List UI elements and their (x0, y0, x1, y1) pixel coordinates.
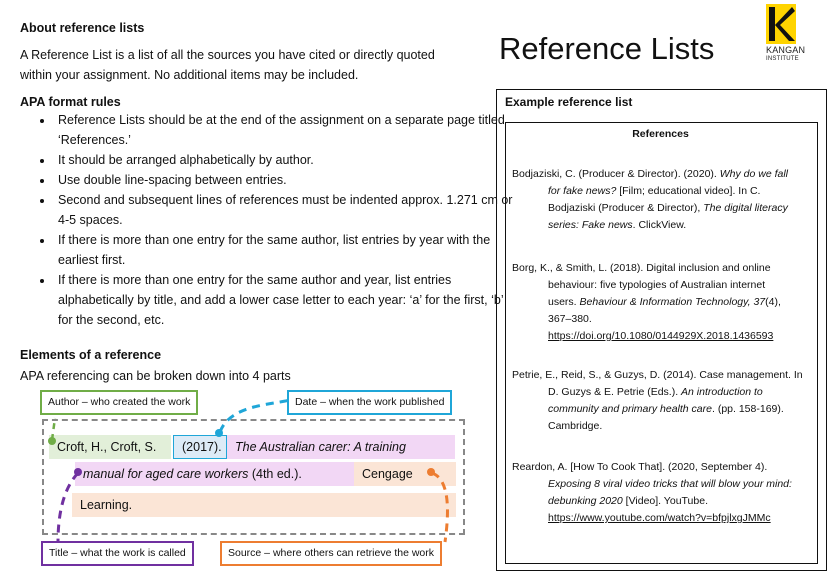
reference-line (512, 311, 812, 328)
reference-line (512, 183, 812, 200)
references-title: References (632, 128, 689, 140)
reference-text: . (pp. 158-169). (712, 403, 784, 415)
reference-line (512, 401, 812, 418)
reference-text: . ClickView. (632, 219, 687, 231)
date-label: Date – when the work published (287, 390, 452, 415)
reference-text: behaviour: five typologies of Australian internet (548, 279, 766, 291)
reference-line (512, 260, 812, 277)
reference-text: Bodjaziski, C. (Producer & Director). (2020). (512, 168, 720, 180)
elements-heading: Elements of a reference (20, 348, 162, 362)
reference-line (512, 418, 812, 435)
reference-line (512, 459, 812, 476)
page-title: Reference Lists (499, 31, 715, 66)
title-connector (58, 473, 78, 542)
reference-line (512, 294, 812, 311)
source-segment-line2: Learning. (72, 493, 456, 517)
reference-line (512, 277, 812, 294)
reference-link[interactable]: https://doi.org/10.1080/0144929X.2018.1436593 (548, 330, 774, 342)
reference-entry (512, 166, 812, 234)
source-connector (432, 473, 447, 542)
date-dot (215, 429, 223, 437)
rule-item: • Reference Lists should be at the end of the assignment on a separate page titled ‘References.’ (54, 110, 519, 150)
reference-line (512, 166, 812, 183)
title-label: Title – what the work is called (41, 541, 194, 566)
reference-text: [Video]. YouTube. (622, 495, 708, 507)
logo-sub: INSTITUTE (766, 56, 799, 62)
reference-text: community and primary health care (548, 403, 712, 415)
author-label: Author – who created the work (40, 390, 198, 415)
rule-item: • Second and subsequent lines of references must be indented approx. 1.271 cm or 4-5 spaces. (54, 190, 519, 230)
source-dot (427, 468, 435, 476)
author-segment: Croft, H., Croft, S. (49, 435, 171, 459)
reference-text: for fake news? (548, 185, 617, 197)
reference-line (512, 200, 812, 217)
reference-entry (512, 367, 812, 435)
source-segment-line1: Cengage (354, 462, 456, 486)
reference-text: debunking 2020 (548, 495, 623, 507)
reference-text: An introduction to (681, 386, 763, 398)
kangan-logo-icon (766, 4, 796, 44)
reference-text: [Film; educational video]. In C. (616, 185, 761, 197)
reference-text: Borg, K., & Smith, L. (2018). Digital inclusion and online (512, 262, 771, 274)
reference-text: series: Fake news (548, 219, 633, 231)
reference-text: D. Guzys & E. Petrie (Eds.). (548, 386, 682, 398)
reference-line (512, 476, 812, 493)
date-connector (220, 400, 290, 432)
title-dot (74, 468, 82, 476)
reference-text: The digital literacy (703, 202, 788, 214)
reference-text: Petrie, E., Reid, S., & Guzys, D. (2014). Case management. In (512, 369, 803, 381)
about-text: A Reference List is a list of all the sources you have cited or directly quoted within your assignment. No additional items may be included. (20, 48, 435, 82)
reference-line (512, 328, 812, 345)
reference-entry (512, 260, 812, 345)
apa-heading: APA format rules (20, 95, 121, 109)
rule-item: • It should be arranged alphabetically by author. (54, 150, 519, 170)
reference-text: Bodjaziski (Producer & Director), (548, 202, 704, 214)
source-label: Source – where others can retrieve the work (220, 541, 442, 566)
reference-text: Reardon, A. [How To Cook That]. (2020, September 4). (512, 461, 768, 473)
reference-text: 367–380. (548, 313, 592, 325)
title-italic: manual for aged care workers (83, 467, 249, 481)
elements-intro: APA referencing can be broken down into 4 parts (20, 369, 291, 383)
reference-text: users. (548, 296, 580, 308)
author-dot (48, 437, 56, 445)
reference-text: Behaviour & Information Technology, 37 (579, 296, 766, 308)
example-list-heading: Example reference list (505, 95, 633, 109)
reference-text: Why do we fall (719, 168, 789, 180)
rule-item: • If there is more than one entry for the same author and year, list entries alphabetically by title, and add a lower case letter to each year: ‘a’ for the first, ‘b’ for the second, etc. (54, 270, 519, 330)
reference-entry (512, 459, 812, 527)
reference-line (512, 493, 812, 510)
reference-text: (4), (765, 296, 781, 308)
about-heading: About reference lists (20, 21, 145, 35)
reference-line (512, 510, 812, 527)
edition-text: (4th ed.). (248, 467, 302, 481)
rule-item: • Use double line-spacing between entries. (54, 170, 519, 190)
logo-brand: KANGAN (766, 45, 806, 55)
title-segment-line1: The Australian carer: A training (227, 435, 455, 459)
author-connector (52, 418, 55, 440)
reference-text: Exposing 8 viral video tricks that will blow your mind: (548, 478, 792, 490)
rule-item: • If there is more than one entry for the same author, list entries by year with the earliest first. (54, 230, 519, 270)
kangan-logo (766, 4, 826, 68)
reference-text: Cambridge. (548, 420, 603, 432)
reference-line (512, 217, 812, 234)
reference-link[interactable]: https://www.youtube.com/watch?v=bfpjlxgJMMc (548, 512, 771, 524)
reference-line (512, 384, 812, 401)
reference-line (512, 367, 812, 384)
date-segment: (2017). (173, 435, 227, 459)
